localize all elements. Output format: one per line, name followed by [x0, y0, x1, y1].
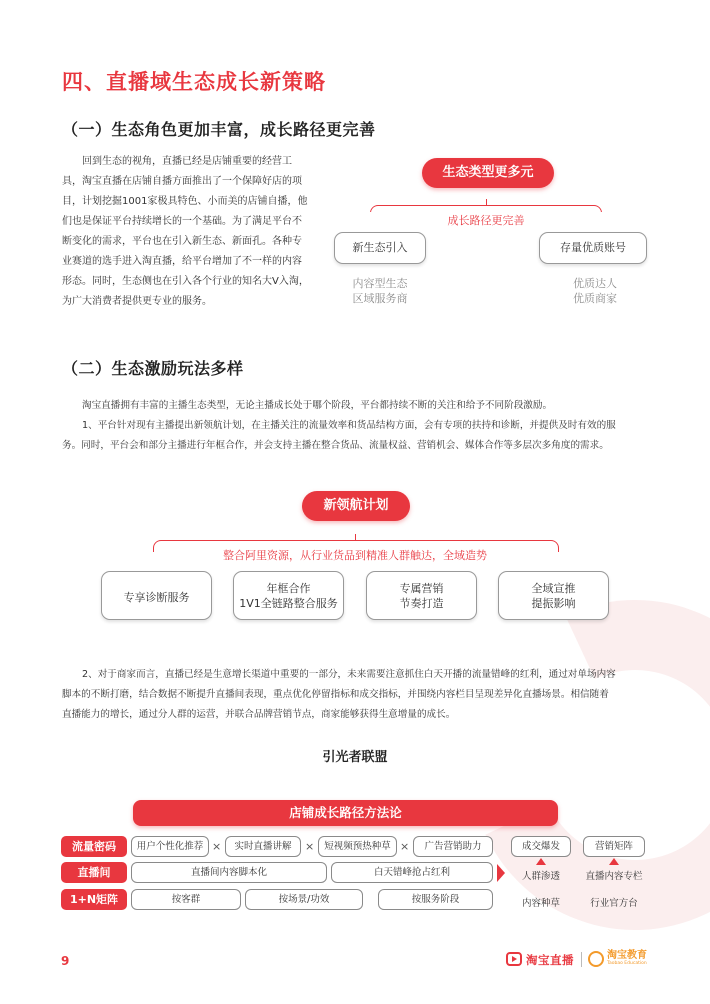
result-marketing-matrix: 营销矩阵	[583, 836, 645, 857]
result-deal-burst: 成交爆发	[511, 836, 571, 857]
part1-paragraph	[62, 152, 320, 312]
taobao-live-logo-icon	[506, 952, 522, 966]
brand-taobao-education-sub: Taobao Education	[607, 961, 647, 966]
row-label-matrix: 1+N矩阵	[61, 889, 127, 910]
row-label-live-room: 直播间	[61, 862, 127, 883]
times-sign: ×	[305, 840, 315, 853]
plan-box-text: 全域宣推	[531, 582, 576, 595]
para-line: 淘宝直播拥有丰富的主播生态类型，无论主播成长处于哪个阶段，平台都持续不断的关注和给予不同阶段激励。	[82, 400, 553, 411]
plan-box-text: 专属营销	[399, 582, 444, 595]
footer-divider	[581, 952, 582, 967]
para-line: 形态。同时，生态侧也在引入各个行业的知名大V入淘，	[62, 276, 309, 287]
plan-box-annual	[233, 571, 344, 620]
para-line: 1、平台针对现有主播提出新领航计划，在主播关注的流量效率和货品结构方面，会有专项的扶持和诊断，并提供及时有效的服	[82, 420, 616, 431]
para-line: 目，计划挖掘1001家极具特色、小而美的店铺自播，他	[62, 196, 308, 207]
result-content-column: 直播内容专栏	[585, 871, 643, 882]
chip-realtime-explain: 实时直播讲解	[225, 836, 301, 857]
chip-by-customer: 按客群	[131, 889, 241, 910]
chip-personalized-recommend: 用户个性化推荐	[131, 836, 209, 857]
plan-subtitle: 整合阿里资源，从行业货品到精准人群触达，全域造势	[200, 547, 510, 563]
chip-by-service: 按服务阶段	[378, 889, 493, 910]
quality-accounts-items	[549, 276, 641, 306]
para-line: 务。同时，平台会和部分主播进行年框合作，并会支持主播在整合货品、流量权益、营销机会、媒体合作等多层次多角度的需求。	[62, 440, 609, 451]
plan-box-text: 年框合作	[266, 582, 311, 595]
item-text: 内容型生态	[352, 277, 408, 290]
new-ecosystem-items	[334, 276, 426, 306]
para-line: 2、对于商家而言，直播已经是生意增长渠道中重要的一部分，未来需要注意抓住白天开播的流量错峰的红利，通过对单场内容	[82, 669, 616, 680]
para-line: 直播能力的增长，通过分人群的运营，并联合品牌营销节点，商家能够获得生意增量的成长。	[62, 709, 456, 720]
quality-accounts-box: 存量优质账号	[539, 232, 647, 264]
para-line: 断变化的需求，平台也在引入新生态、新面孔。各种专	[62, 236, 302, 247]
ecosystem-type-pill: 生态类型更多元	[422, 158, 554, 188]
page-number: 9	[61, 954, 70, 968]
part1-heading: （一）生态角色更加丰富，成长路径更完善	[62, 120, 376, 139]
brace-tick	[486, 199, 487, 205]
part2-heading: （二）生态激励玩法多样	[62, 359, 244, 378]
item-text: 优质商家	[573, 292, 617, 305]
plan-box-promotion	[498, 571, 609, 620]
para-line: 为广大消费者提供更专业的服务。	[62, 296, 212, 307]
plan-box-diagnosis	[101, 571, 212, 620]
growth-path-subtitle: 成长路径更完善	[370, 212, 602, 228]
para-line: 具，淘宝直播在店铺自播方面推出了一个保障好店的项	[62, 176, 302, 187]
plan-box-marketing	[366, 571, 477, 620]
chip-ad-marketing: 广告营销助力	[413, 836, 493, 857]
para-line: 业赛道的选手进入淘直播，给平台增加了不一样的内容	[62, 256, 302, 267]
times-sign: ×	[212, 840, 222, 853]
chip-short-video: 短视频预热种草	[318, 836, 397, 857]
part2-paragraph2	[62, 416, 662, 456]
chip-by-scene: 按场景/功效	[245, 889, 363, 910]
para-line: 回到生态的视角，直播已经是店铺重要的经营工	[82, 156, 292, 167]
times-sign: ×	[400, 840, 410, 853]
brace-tick	[355, 534, 356, 540]
plan-box-text: 1V1全链路整合服务	[239, 597, 338, 610]
chip-daytime: 白天错峰抢占红利	[331, 862, 493, 883]
taobao-education-logo-icon	[588, 951, 604, 967]
row-label-traffic: 流量密码	[61, 836, 127, 857]
item-text: 区域服务商	[352, 292, 408, 305]
brand-taobao-education: 淘宝教育	[607, 950, 647, 961]
para-line: 脚本的不断打磨，结合数据不断提升直播间表现，重点优化停留指标和成交指标，并围绕内容栏目呈现差异化直播场景。相信随着	[62, 689, 609, 700]
part2-paragraph3	[62, 665, 662, 725]
methodology-banner: 店铺成长路径方法论	[133, 800, 558, 826]
result-crowd-penetration: 人群渗透	[521, 871, 560, 882]
alliance-title: 引光者联盟	[322, 750, 388, 765]
plan-box-text: 提振影响	[531, 597, 576, 610]
plan-box-text: 专享诊断服务	[123, 591, 190, 604]
up-arrow-icon	[536, 858, 546, 865]
plan-box-text: 节奏打造	[399, 597, 444, 610]
para-line: 们也是保证平台持续增长的一个基础。为了满足平台不	[62, 216, 302, 227]
up-arrow-icon	[609, 858, 619, 865]
new-ecosystem-box: 新生态引入	[334, 232, 426, 264]
brand-taobao-live: 淘宝直播	[526, 953, 574, 967]
section-title: 四、直播域生态成长新策略	[62, 70, 326, 94]
chip-script: 直播间内容脚本化	[131, 862, 327, 883]
right-arrow-icon	[497, 864, 505, 882]
item-text: 优质达人	[573, 277, 617, 290]
navigation-plan-pill: 新领航计划	[302, 491, 410, 521]
result-official-channel: 行业官方台	[590, 898, 638, 909]
result-content-seeding: 内容种草	[521, 898, 560, 909]
part2-paragraph1	[62, 396, 662, 416]
